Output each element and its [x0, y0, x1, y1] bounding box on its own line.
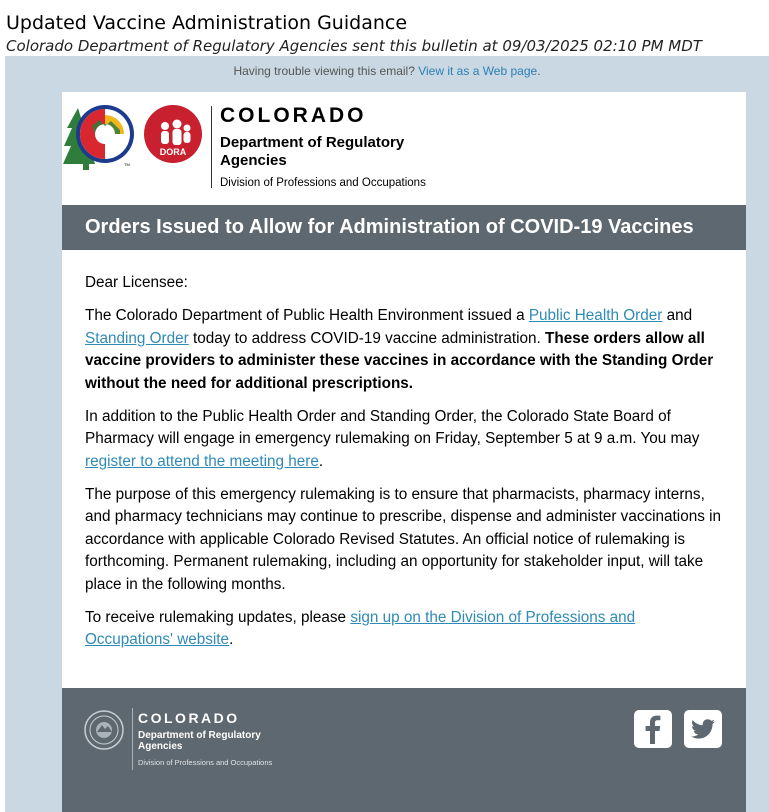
logo-tm: TM — [124, 162, 130, 167]
footer-state: COLORADO — [138, 710, 240, 726]
dora-logo — [144, 105, 202, 163]
paragraph-signup — [85, 607, 725, 652]
brand-department: Department of Regulatory Agencies — [220, 134, 405, 169]
view-as-web-page-link[interactable]: View it as a Web page — [418, 64, 538, 78]
dora-badge-text: DORA — [159, 147, 187, 157]
twitter-link[interactable] — [684, 710, 722, 748]
brand-divider — [211, 106, 212, 188]
p1-text-c: today to address COVID-19 vaccine administration. — [188, 329, 545, 347]
email-body — [85, 272, 725, 662]
email-card — [62, 92, 746, 812]
p2-text-a: In addition to the Public Health Order and Standing Order, the Colorado State Board of Pharmacy will engage in emergency rulemaking on Friday, September 5 at 9 a.m. You may — [85, 407, 700, 447]
headline-banner: Orders Issued to Allow for Administration of COVID-19 Vaccines — [62, 205, 746, 250]
paragraph-orders — [85, 305, 725, 395]
colorado-dora-logo — [62, 104, 212, 170]
greeting: Dear Licensee: — [85, 274, 188, 291]
state-seal-icon — [84, 710, 124, 750]
twitter-icon — [684, 710, 722, 748]
footer-divider — [132, 708, 133, 770]
colorado-c-logo — [63, 105, 134, 170]
preheader-text: Having trouble viewing this email? — [233, 64, 419, 78]
p4-text-b: . — [229, 631, 234, 648]
p1-text-a: The Colorado Department of Public Health Environment issued a — [85, 307, 529, 324]
signup-website-link[interactable]: sign up on the Division of Professions and Occupations' website — [85, 608, 636, 648]
brand-state: COLORADO — [220, 104, 367, 127]
brand-division: Division of Professions and Occupations — [220, 177, 426, 189]
p1-text-b: and — [662, 307, 693, 324]
paragraph-rulemaking-meeting — [85, 406, 725, 474]
standing-order-link[interactable]: Standing Order — [85, 329, 189, 347]
p1-bold-text: These orders allow all vaccine providers to administer these vaccines in accordance with the Standing Order without the need for additional prescriptions. — [85, 329, 714, 392]
email-footer — [62, 688, 746, 812]
p4-text-a: To receive rulemaking updates, please — [85, 608, 351, 626]
preheader — [5, 64, 769, 78]
footer-department: Department of Regulatory Agencies — [138, 730, 261, 752]
preheader-suffix: . — [537, 64, 541, 78]
email-header — [62, 92, 746, 205]
bulletin-meta: Colorado Department of Regulatory Agencies sent this bulletin at 09/03/2025 02:10 PM MDT — [6, 37, 702, 55]
paragraph-purpose: The purpose of this emergency rulemaking is to ensure that pharmacists, pharmacy interns, and pharmacy technicians may continue to prescribe, dispense and administer vaccinations in accordance with applicable Colorado Revised Statutes. An official notice of rulemaking is forthcoming. Permanent rulemaking, including an opportunity for stakeholder input, will take place in the following months. — [85, 485, 722, 593]
public-health-order-link[interactable]: Public Health Order — [528, 307, 663, 324]
facebook-icon — [634, 710, 672, 748]
facebook-link[interactable] — [634, 710, 672, 748]
email-container — [5, 56, 769, 812]
register-meeting-link[interactable]: register to attend the meeting here — [85, 452, 319, 470]
p2-text-b: . — [318, 452, 324, 470]
bulletin-title: Updated Vaccine Administration Guidance — [6, 12, 408, 34]
footer-division: Division of Professions and Occupations — [138, 758, 273, 767]
